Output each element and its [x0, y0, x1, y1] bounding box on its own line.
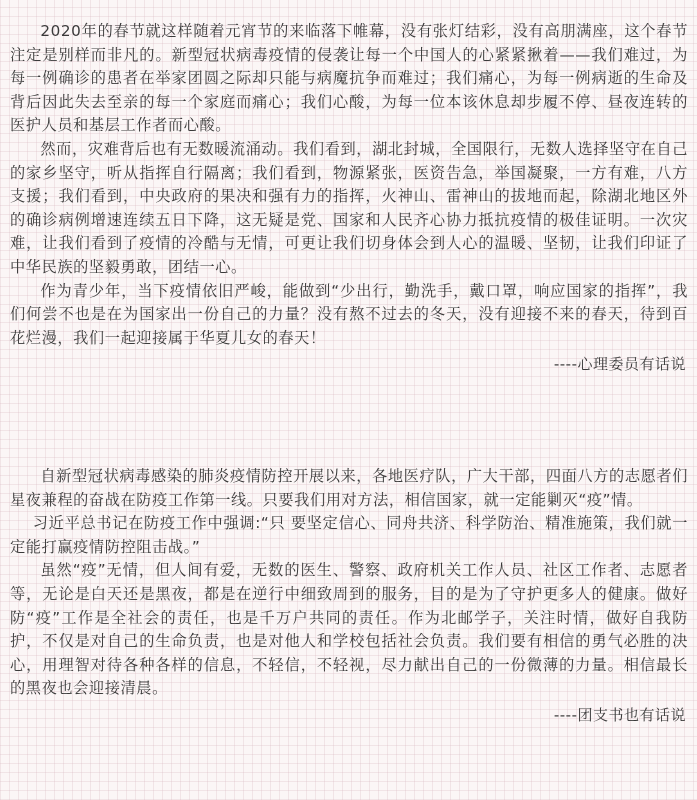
paragraph-xi-quote: 习近平总书记在防疫工作中强调:“只 要坚定信心、同舟共济、科学防治、精准施策，我们就一定能打赢疫情防控阻击战。” [10, 514, 688, 556]
signature-league-secretary: ----团支书也有话说 [553, 705, 686, 724]
paragraph-frontline-effort: 自新型冠状病毒感染的肺炎疫情防控开展以来，各地医疗队，广大干部，四面八方的志愿者们星夜兼程的奋战在防疫工作第一线。只要我们用对方法，相信国家，就一定能剿灭“疫”情。 [10, 467, 688, 509]
signature-psychology-committee: ----心理委员有话说 [553, 355, 686, 374]
paragraph-warmth-in-disaster: 然而，灾难背后也有无数暖流涌动。我们看到，湖北封城，全国限行，无数人选择坚守在自己的家乡坚守，听从指挥自行隔离；我们看到，物源紧张，医资告急，举国凝聚，一方有难，八方支援；我们看到，中央政府的果决和强有力的指挥，火神山、雷神山的拔地而起，除湖北地区外的确诊病例增速连续五日下降，这无疑是党、国家和人民齐心协力抵抗疫情的极佳证明。一次灾难，让我们看到了疫情的冷酷与无情，可更让我们切身体会到人心的温暖、坚韧，让我们印证了中华民族的坚毅勇敢，团结一心。 [10, 139, 688, 276]
section-psychology-committee [0, 20, 697, 377]
section-league-secretary [0, 465, 697, 728]
paragraph-spring-festival: 2020年的春节就这样随着元宵节的来临落下帷幕，没有张灯结彩，没有高朋满座，这个春节注定是别样而非凡的。新型冠状病毒疫情的侵袭让每一个中国人的心紧紧揪着——我们难过，为每一例确诊的患者在举家团圆之际却只能与病魔抗争而难过；我们痛心，为每一例病逝的生命及背后因此失去至亲的每一个家庭而痛心；我们心酸，为每一位本该休息却步履不停、昼夜连转的医护人员和基层工作者而心酸。 [10, 22, 688, 135]
paragraph-youth-responsibility: 作为青少年，当下疫情依旧严峻，能做到“少出行，勤洗手，戴口罩，响应国家的指挥”，我们何尝不也是在为国家出一份自己的力量？没有熬不过去的冬天，没有迎接不来的春天，待到百花烂漫，我们一起迎接属于华夏儿女的春天！ [10, 281, 688, 347]
paragraph-love-in-epidemic: 虽然“疫”无情，但人间有爱，无数的医生、警察、政府机关工作人员、社区工作者、志愿者等，无论是白天还是黑夜，都是在逆行中细致周到的服务，目的是为了守护更多人的健康。做好防“疫”工作是全社会的责任，也是千万户共同的责任。作为北邮学子，关注时情，做好自我防护，不仅是对自己的生命负责，也是对他人和学校包括社会负责。我们要有相信的勇气必胜的决心，用理智对待各种各样的信息，不轻信，不轻视，尽力献出自己的一份微薄的力量。相信最长的黑夜也会迎接清晨。 [10, 561, 688, 698]
